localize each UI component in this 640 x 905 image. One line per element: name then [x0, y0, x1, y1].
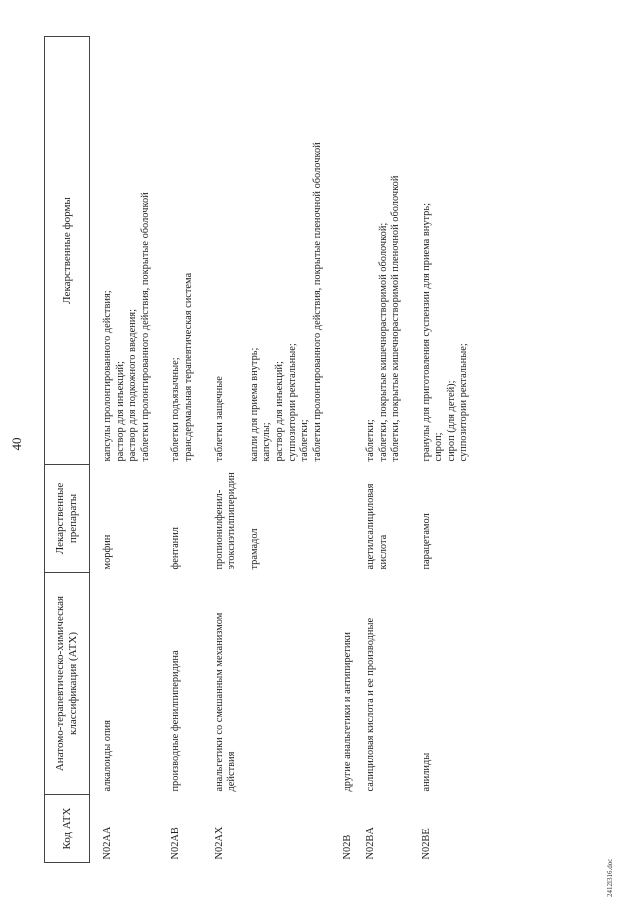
form-item: суппозитории ректальные; [458, 343, 470, 462]
table-row [90, 37, 171, 863]
footer-filename: 2412l316.doc [606, 858, 614, 897]
row-classification: производные фенилпиперидина [170, 650, 182, 792]
form-item: капсулы пролонгированного действия; [102, 290, 113, 462]
row-classification: анальгетики со смешанным механизмом действия [213, 612, 238, 792]
table-row [214, 37, 249, 863]
form-item: таблетки пролонгированного действия, покрытые пленочной оболочкой [311, 142, 323, 462]
row-drug: ацетилсалициловая кислота [364, 483, 389, 570]
row-forms [214, 37, 249, 465]
row-code: N02BA [364, 827, 376, 860]
form-item: раствор для инъекций; [273, 361, 285, 462]
header-classification: Анатомо-терапевтическо-химическая классификация (АТХ) [45, 573, 90, 795]
form-item: таблетки пролонгированного действия, покрытые оболочкой [139, 192, 151, 462]
page-number: 40 [9, 437, 24, 451]
atx-table [44, 36, 489, 863]
row-forms [249, 37, 343, 465]
row-forms [365, 37, 421, 465]
header-code: Код АТХ [45, 795, 90, 863]
table-row [249, 37, 343, 863]
header-drugs: Лекарственные препараты [45, 465, 90, 573]
table-row [365, 37, 421, 863]
form-item: таблетки подъязычные; [170, 357, 182, 462]
form-item: таблетки защечные [213, 376, 225, 462]
table-row [421, 37, 489, 863]
row-classification [249, 573, 343, 795]
row-code: N02AA [102, 826, 113, 860]
form-item: капли для приема внутрь; [248, 347, 260, 462]
table-row [342, 37, 365, 863]
row-code: N02AB [170, 827, 182, 860]
table-row [170, 37, 213, 863]
form-item: раствор для инъекций; [114, 361, 126, 462]
row-code: N02B [342, 834, 354, 860]
form-item: гранулы для приготовления суспензии для приема внутрь; [420, 202, 432, 462]
row-classification: алкалоиды опия [102, 720, 113, 792]
form-item: суппозитории ректальные; [286, 343, 298, 462]
row-drug [342, 465, 365, 573]
row-classification: другие анальгетики и антипиретики [342, 632, 354, 792]
header-forms: Лекарственные формы [45, 37, 90, 465]
row-drug: пропионилфенил-этоксиэтилпиперидин [213, 472, 238, 570]
form-item: таблетки; [299, 419, 311, 462]
row-code [249, 795, 343, 863]
row-classification: анилиды [420, 752, 432, 792]
row-drug: морфин [102, 534, 113, 570]
row-drug: парацетамол [420, 513, 432, 570]
row-drug: фентанил [170, 527, 182, 570]
row-code: N02BE [420, 828, 432, 860]
form-item: сироп (для детей); [445, 380, 457, 462]
row-classification: салициловая кислота и ее производные [364, 617, 376, 792]
form-item: раствор для подкожного введения; [127, 309, 139, 462]
form-item: таблетки; [364, 419, 376, 462]
row-forms [421, 37, 489, 465]
form-item: таблетки, покрытые кишечнорастворимой пленочной оболочкой [390, 175, 402, 462]
form-item: трансдермальная терапевтическая система [182, 272, 194, 462]
row-forms [170, 37, 213, 465]
form-item: сироп; [433, 432, 445, 462]
row-drug: трамадол [248, 528, 260, 570]
row-code: N02AX [213, 826, 225, 860]
table-header-row [45, 37, 90, 863]
row-forms [342, 37, 365, 465]
row-forms [90, 37, 171, 465]
form-item: таблетки, покрытые кишечнорастворимой оболочкой; [377, 222, 389, 462]
form-item: капсулы; [261, 422, 273, 462]
